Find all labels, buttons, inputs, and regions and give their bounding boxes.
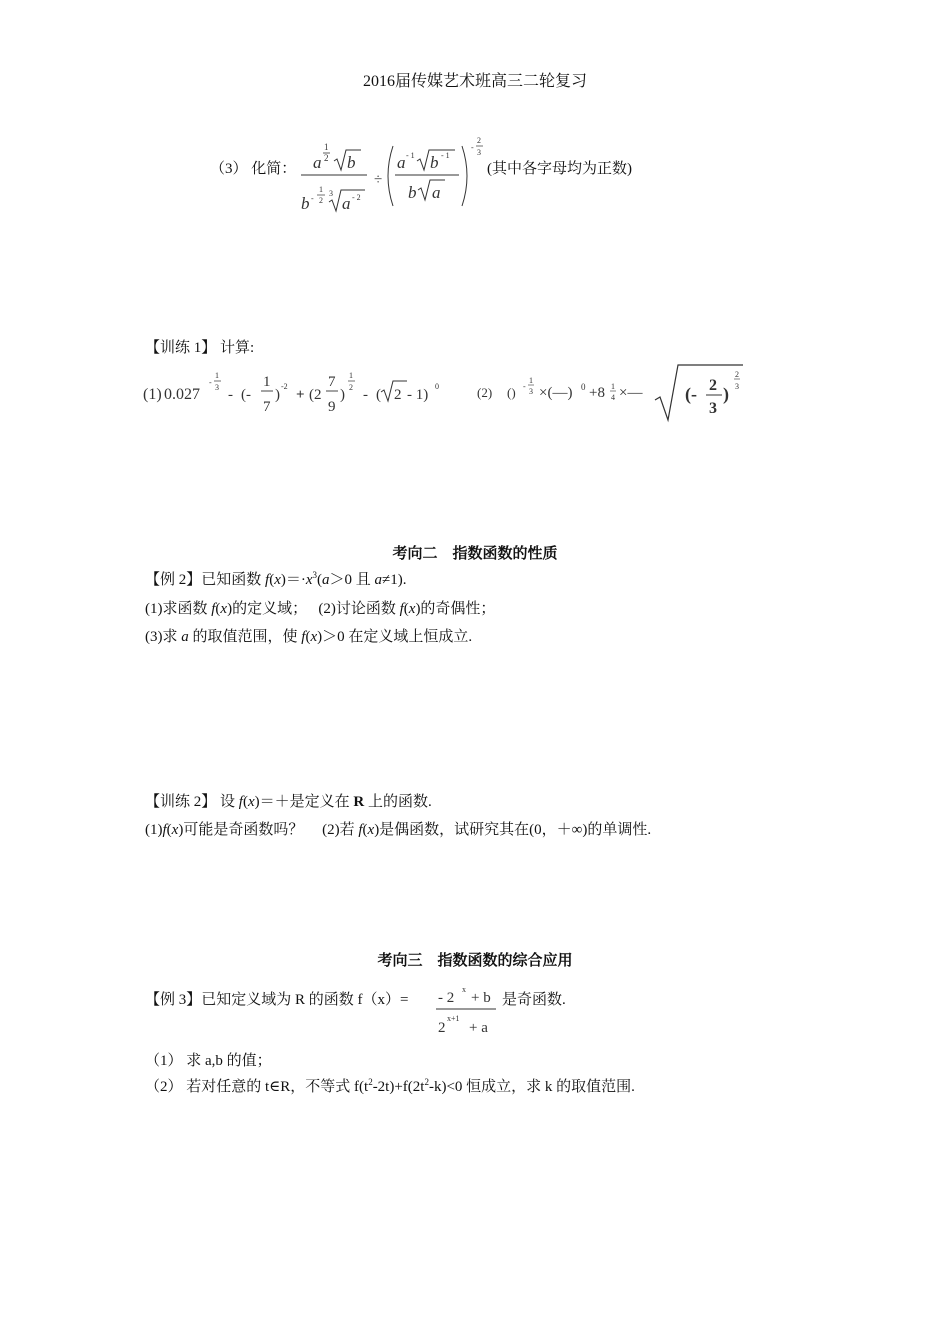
svg-text:2: 2 (324, 153, 329, 163)
svg-text:2: 2 (438, 1020, 446, 1036)
svg-text:0: 0 (581, 382, 586, 392)
section2-heading: 考向二 指数函数的性质 (392, 546, 558, 562)
svg-text:1: 1 (263, 374, 271, 390)
example3-fraction (434, 980, 502, 1038)
svg-text:3: 3 (735, 382, 739, 391)
problem3-note: (其中各字母均为正数) (487, 161, 632, 177)
svg-text:×(—): ×(—) (539, 385, 573, 401)
problem3-label: （3） 化简： (210, 161, 297, 177)
example3-question-1: （1） 求 a,b 的值； (145, 1053, 272, 1069)
svg-text:3: 3 (215, 383, 219, 392)
example2-statement: 【例 2】已知函数 $f(x)=\cdot x^3(a>0$ 且 a≠1). (145, 570, 407, 588)
svg-text:-: - (209, 378, 212, 387)
svg-text:2: 2 (319, 196, 323, 205)
svg-text:2: 2 (349, 383, 353, 392)
svg-text:-: - (471, 143, 474, 152)
training1-item1-formula (143, 367, 453, 421)
example2-questions-1-2: (1)求函数 f(x)的定义域； (2)讨论函数 f(x)的奇偶性； (145, 601, 496, 617)
svg-text:-: - (523, 382, 526, 391)
formula-num-a: a (313, 153, 322, 172)
svg-text:x+1: x+1 (447, 1014, 460, 1023)
svg-text:(2): (2) (477, 385, 493, 400)
page-title: 2016届传媒艺术班高三二轮复习 (362, 73, 587, 90)
svg-text:(-: (- (685, 384, 697, 404)
svg-text:+8: +8 (589, 385, 605, 401)
svg-text:2: 2 (735, 370, 739, 379)
svg-text:1: 1 (349, 371, 353, 380)
svg-text:4: 4 (611, 393, 615, 402)
svg-text:7: 7 (263, 399, 271, 415)
svg-text:7: 7 (328, 374, 336, 390)
example3-question-2: （2） 若对任意的 t∈R，不等式 $f(t^2-2t)+f(2t^2-k)<0$ 恒成立，求 k 的取值范围. (145, 1077, 635, 1095)
svg-text:0: 0 (435, 382, 439, 391)
section3-heading: 考向三 指数函数的综合应用 (377, 953, 573, 969)
svg-text:2: 2 (477, 136, 481, 145)
svg-text:-: - (311, 194, 314, 203)
svg-text:1: 1 (529, 376, 533, 385)
svg-text:a: a (397, 153, 406, 172)
svg-text:a: a (432, 183, 441, 202)
svg-text:x: x (462, 985, 466, 994)
problem3-formula (295, 128, 495, 216)
svg-text:1: 1 (324, 142, 329, 152)
svg-text:×—: ×— (619, 385, 643, 401)
svg-text:(-: (- (241, 387, 251, 403)
svg-text:3: 3 (477, 148, 481, 157)
svg-text:-: - (363, 387, 368, 403)
svg-text:- 2: - 2 (352, 193, 361, 202)
svg-text:2: 2 (709, 377, 717, 394)
svg-text:0.027: 0.027 (164, 386, 200, 403)
training2-questions: (1)f(x)可能是奇函数吗？ (2)若 f(x)是偶函数，试研究其在(0，＋∞)的单调性. (145, 822, 652, 838)
svg-text:1: 1 (215, 371, 219, 380)
training1-title: 【训练 1】 计算: (145, 340, 255, 356)
svg-text:- 1: - 1 (406, 151, 415, 160)
svg-text:(1): (1) (143, 386, 162, 403)
svg-text:- 1: - 1 (441, 151, 450, 160)
svg-text:1: 1 (319, 185, 323, 194)
svg-text:): ) (723, 384, 729, 404)
svg-text:a: a (342, 194, 351, 213)
svg-text:1: 1 (611, 382, 615, 391)
svg-text:b: b (430, 153, 439, 172)
svg-text:3: 3 (529, 387, 533, 396)
svg-text:(2: (2 (309, 387, 322, 403)
svg-text:(): () (507, 385, 516, 400)
svg-text:3: 3 (329, 189, 333, 198)
svg-text:- 1): - 1) (407, 387, 429, 403)
svg-text:b: b (347, 153, 356, 172)
svg-text:(: ( (376, 387, 381, 403)
svg-text:-: - (228, 387, 233, 403)
svg-text:÷: ÷ (374, 172, 383, 188)
svg-text:+ b: + b (471, 990, 491, 1006)
svg-text:+ a: + a (469, 1020, 488, 1036)
svg-text:): ) (340, 387, 345, 403)
svg-text:+: + (296, 387, 305, 403)
svg-text:3: 3 (709, 400, 717, 417)
example3-suffix: 是奇函数. (502, 992, 566, 1008)
svg-text:9: 9 (328, 399, 336, 415)
example2-question-3: (3)求 a 的取值范围，使 f(x)＞0 在定义域上恒成立. (145, 629, 473, 645)
svg-text:): ) (275, 387, 280, 403)
svg-text:b: b (408, 183, 417, 202)
training1-item2-formula (477, 362, 752, 424)
svg-text:2: 2 (394, 387, 402, 403)
svg-text:-2: -2 (281, 382, 288, 391)
training2-statement: 【训练 2】 设 f(x)＝＋是定义在 R 上的函数. (145, 794, 432, 810)
svg-text:- 2: - 2 (438, 990, 455, 1006)
example3-prefix: 【例 3】已知定义域为 R 的函数 f（x）= (145, 992, 409, 1008)
svg-text:b: b (301, 194, 310, 213)
